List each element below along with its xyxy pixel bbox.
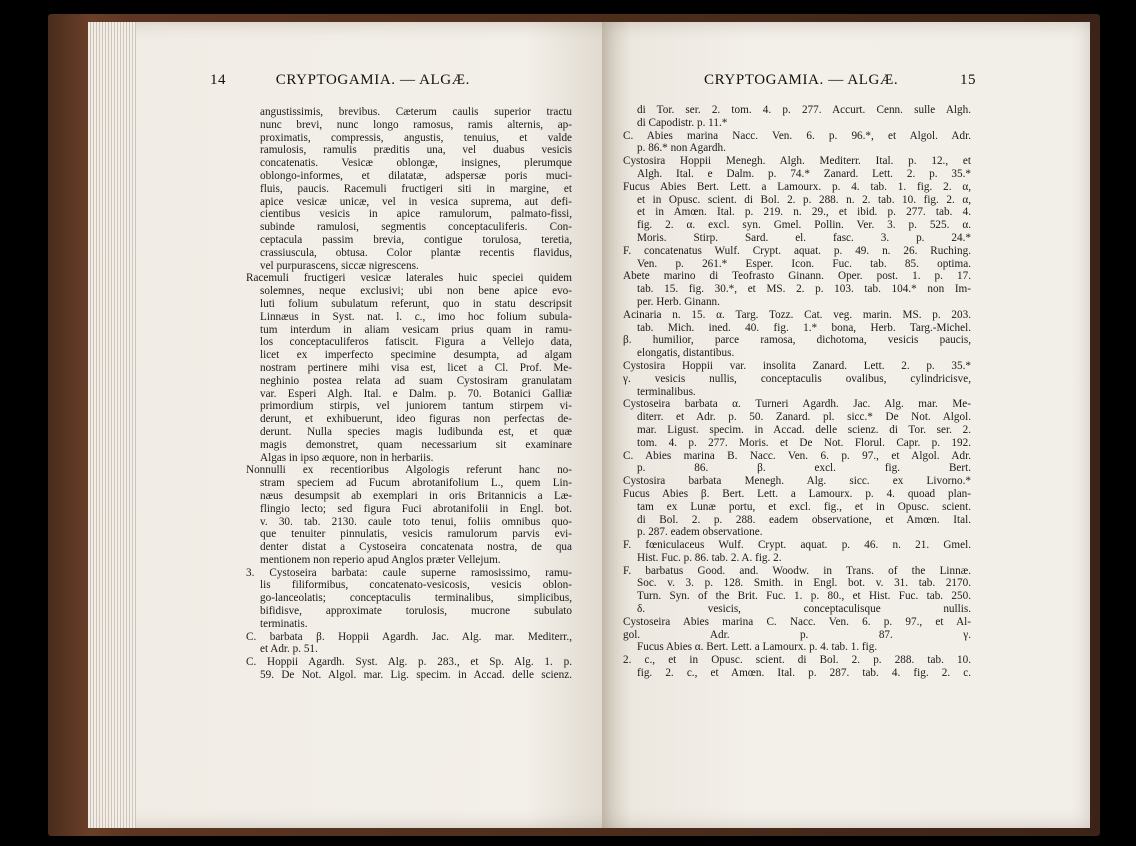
text-line: crassiuscula, obtusa. Color plantæ recentis flavidus, [260,246,572,259]
text-line: proximatis, compressis, angustis, tenuius, et valde [260,131,572,144]
text-line: solemnes, neque exclusivi; ubi non bene apice evo- [260,285,572,298]
text-line: diterr. et Adr. p. 50. Zanard. pl. sicc.* De Not. Algol. [637,411,971,424]
text-line: luti folium subulatum referunt, quo in statu descripsit [260,297,572,310]
text-line: et in Opusc. scient. di Bol. 2. p. 288. n. 2. tab. 10. fig. 2. α, [637,193,971,206]
text-line: nunc brevi, nunc longo ramosus, ramis alternis, ap- [260,118,572,131]
text-line: p. 86.* non Agardh. [637,142,726,155]
text-line: Racemuli fructigeri vesicæ laterales huic speciei quidem [246,272,572,285]
text-line: primordium stirpis, vel juniorem tantum stirpem vi- [260,400,572,413]
text-line: Algh. Ital. e Dalm. p. 74.* Zanard. Lett. 2. p. 35.* [637,167,971,180]
text-line: δ. vesicis, conceptaculisque nullis. [637,603,971,616]
text-line: p. 287. eadem observatione. [637,526,763,539]
text-line: mar. Ligust. specim. in Accad. delle scienz. di Tor. ser. 2. [637,423,971,436]
text-line: angustissimis, brevibus. Cæterum caulis superior tractu [260,106,572,118]
text-line: terminatis. [260,617,308,630]
text-line: apice vesicæ unicæ, vel in vesica suprema, aut defi- [260,195,572,208]
text-line: stram speciem ad Fucum abrotanifolium L., quem Lin- [260,477,572,490]
text-line: C. Abies marina B. Nacc. Ven. 6. p. 97., et Algol. Adr. [623,449,971,462]
text-line: 3. Cystoseira barbata: caule superne ramosissimo, ramu- [246,566,572,579]
left-text-column [246,106,572,682]
text-line: Hist. Fuc. p. 86. tab. 2. A. fig. 2. [637,551,782,564]
text-line: C. barbata β. Hoppii Agardh. Jac. Alg. mar. Mediterr., [246,630,572,643]
left-running-title: CRYPTOGAMIA. — ALGÆ. [275,72,470,88]
left-page-number: 14 [210,72,226,88]
text-line: Nonnulli ex recentioribus Algologis referunt hanc no- [246,464,572,477]
text-line: tom. 4. p. 277. Moris. et De Not. Florul. Capr. p. 192. [637,436,971,449]
text-line: Turn. Syn. of the Brit. Fuc. 1. p. 80., et Hist. Fuc. tab. 250. [637,590,971,603]
right-running-title: CRYPTOGAMIA. — ALGÆ. [704,72,899,88]
text-line: F. concatenatus Wulf. Crypt. aquat. p. 49. n. 26. Ruching. [623,244,971,257]
text-line: di Capodistr. p. 11.* [637,116,728,129]
text-line: derunt, et exhibuerunt, ideo figuras non perfectas de- [260,413,572,426]
left-running-head [210,72,470,89]
text-line: Algas in ipso æquore, non in herbariis. [260,451,434,464]
text-line: et in Amœn. Ital. p. 219. n. 29., et ibid. p. 277. tab. 4. [637,206,971,219]
text-line: Fucus Abies α. Bert. Lett. a Lamourx. p. 4. tab. 1. fig. [637,641,878,654]
text-line: C. Hoppii Agardh. Syst. Alg. p. 283., et Sp. Alg. 1. p. [246,656,572,669]
text-line: fig. 2. α. excl. syn. Gmel. Pollin. Ver. 3. p. 525. α. [637,219,971,232]
right-text-column [623,104,971,680]
text-line: Acinaria n. 15. α. Targ. Tozz. Cat. veg. marin. MS. p. 203. [623,308,971,321]
text-line: Ven. p. 261.* Esper. Icon. Fuc. tab. 85. optima. [637,257,971,270]
text-line: Cystosira Hoppii var. insolita Zanard. Lett. 2. p. 35.* [623,359,971,372]
text-line: Fucus Abies β. Bert. Lett. a Lamourx. p. 4. quoad plan- [623,487,971,500]
text-line: Moris. Stirp. Sard. el. fasc. 3. p. 24.* [637,231,971,244]
text-line: F. barbatus Good. and. Woodw. in Trans. of the Linnæ. [623,564,971,577]
text-line: Abete marino di Teofrasto Ginann. Oper. post. 1. p. 17. [623,270,971,283]
right-page-number: 15 [960,72,976,88]
text-line: bifidisve, approximate torulosis, mucrone subulato [260,605,572,618]
text-line: 59. De Not. Algol. mar. Lig. specim. in Accad. delle scienz. [260,669,572,682]
text-line: go-lanceolatis; conceptaculis terminalibus, simplicibus, [260,592,572,605]
text-line: Linnæus in Syst. nat. l. c., imo hoc folium subula- [260,310,572,323]
text-line: gol. Adr. p. 87. γ. [623,628,971,641]
text-line: nostram pertinere mihi visa est, licet a Cl. Prof. Me- [260,361,572,374]
text-line: 2. c., et in Opusc. scient. di Bol. 2. p. 288. tab. 10. [623,654,971,667]
text-line: denter distat a Cystoseira concatenata nostra, de qua [260,541,572,554]
text-line: ramulosis, ramulis præditis una, vel duabus vesicis [260,144,572,157]
text-line: oblongo-informes, et dilatatæ, adspersæ poris muci- [260,169,572,182]
text-line: derunt. Nulla species magis ludibunda est, et quæ [260,425,572,438]
text-line: neghinio postea relata ad suam Cystosiram granulatam [260,374,572,387]
text-line: β. humilior, parce ramosa, dichotoma, vesicis paucis, [623,334,971,347]
text-line: tum interdum in aliam vesicam prius quam in ramu- [260,323,572,336]
text-line: var. Esperi Algh. Ital. e Dalm. p. 70. Botanici Galliæ [260,387,572,400]
text-line: concatenatis. Vesicæ oblongæ, insignes, plerumque [260,157,572,170]
text-line: Soc. v. 3. p. 128. Smith. in Engl. bot. v. 31. tab. 2170. [637,577,971,590]
text-line: cientibus vesicis in apice ramulorum, palmato-fissi, [260,208,572,221]
text-line: di Tor. ser. 2. tom. 4. p. 277. Accurt. Cenn. sulle Algh. [637,104,971,116]
text-line: C. Abies marina Nacc. Ven. 6. p. 96.*, et Algol. Adr. [623,129,971,142]
text-line: et Adr. p. 51. [260,643,318,656]
text-line: licet ex imperfecto specimine desumpta, ad algam [260,349,572,362]
text-line: γ. vesicis nullis, conceptaculis ovalibus, cylindricisve, [623,372,971,385]
text-line: subinde ramulosi, segmentis conceptaculiferis. Con- [260,221,572,234]
text-line: lis filiformibus, concatenato-vesicosis, vesicis oblon- [260,579,572,592]
text-line: Cystosira Hoppii Menegh. Algh. Mediterr. Ital. p. 12., et [623,155,971,168]
text-line: tab. 15. fig. 30.*, et MS. 2. p. 103. tab. 104.* non Im- [637,283,971,296]
text-line: Cystoseira Abies marina C. Nacc. Ven. 6. p. 97., et Al- [623,615,971,628]
text-line: fluis, paucis. Racemuli fructigeri siti in margine, et [260,182,572,195]
text-line: tam ex Lunæ portu, et excl. fig., et in Opusc. scient. [637,500,971,513]
text-line: flingio lecto; sed figura Fuci abrotanifolii in Engl. bot. [260,502,572,515]
text-line: magis demonstret, quam necessarium sit examinare [260,438,572,451]
text-line: F. fœniculaceus Wulf. Crypt. aquat. p. 46. n. 21. Gmel. [623,539,971,552]
text-line: que tenuiter pinnulatis, vesicis ramulorum parvis evi- [260,528,572,541]
text-line: tab. Mich. ined. 40. fig. 1.* bona, Herb. Targ.-Michel. [637,321,971,334]
page-edges [88,22,136,828]
text-line: Cystosira barbata Menegh. Alg. sicc. ex Livorno.* [623,475,971,488]
text-line: los conceptaculiferos fatiscit. Figura a Vellejo data, [260,336,572,349]
text-line: ceptacula passim brevia, contigue torulosa, teretia, [260,233,572,246]
text-line: Fucus Abies Bert. Lett. a Lamourx. p. 4. tab. 1. fig. 2. α, [623,180,971,193]
text-line: p. 86. β. excl. fig. Bert. [637,462,971,475]
right-running-head [704,72,976,89]
text-line: v. 30. tab. 2130. caule toto tenui, foliis omnibus quo- [260,515,572,528]
text-line: elongatis, distantibus. [637,347,735,360]
text-line: næus desumpsit ab exemplari in oris Britannicis a Læ- [260,489,572,502]
text-line: mentionem non reperio apud Anglos præter Vellejum. [260,553,501,566]
text-line: fig. 2. c., et Amœn. Ital. p. 287. tab. 4. fig. 2. c. [637,667,971,680]
text-line: per. Herb. Ginann. [637,295,720,308]
text-line: di Bol. 2. p. 288. eadem observatione, et Amœn. Ital. [637,513,971,526]
text-line: vel purpurascens, siccæ nigrescens. [260,259,419,272]
text-line: Cystoseira barbata α. Turneri Agardh. Jac. Alg. mar. Me- [623,398,971,411]
text-line: terminalibus. [637,385,696,398]
